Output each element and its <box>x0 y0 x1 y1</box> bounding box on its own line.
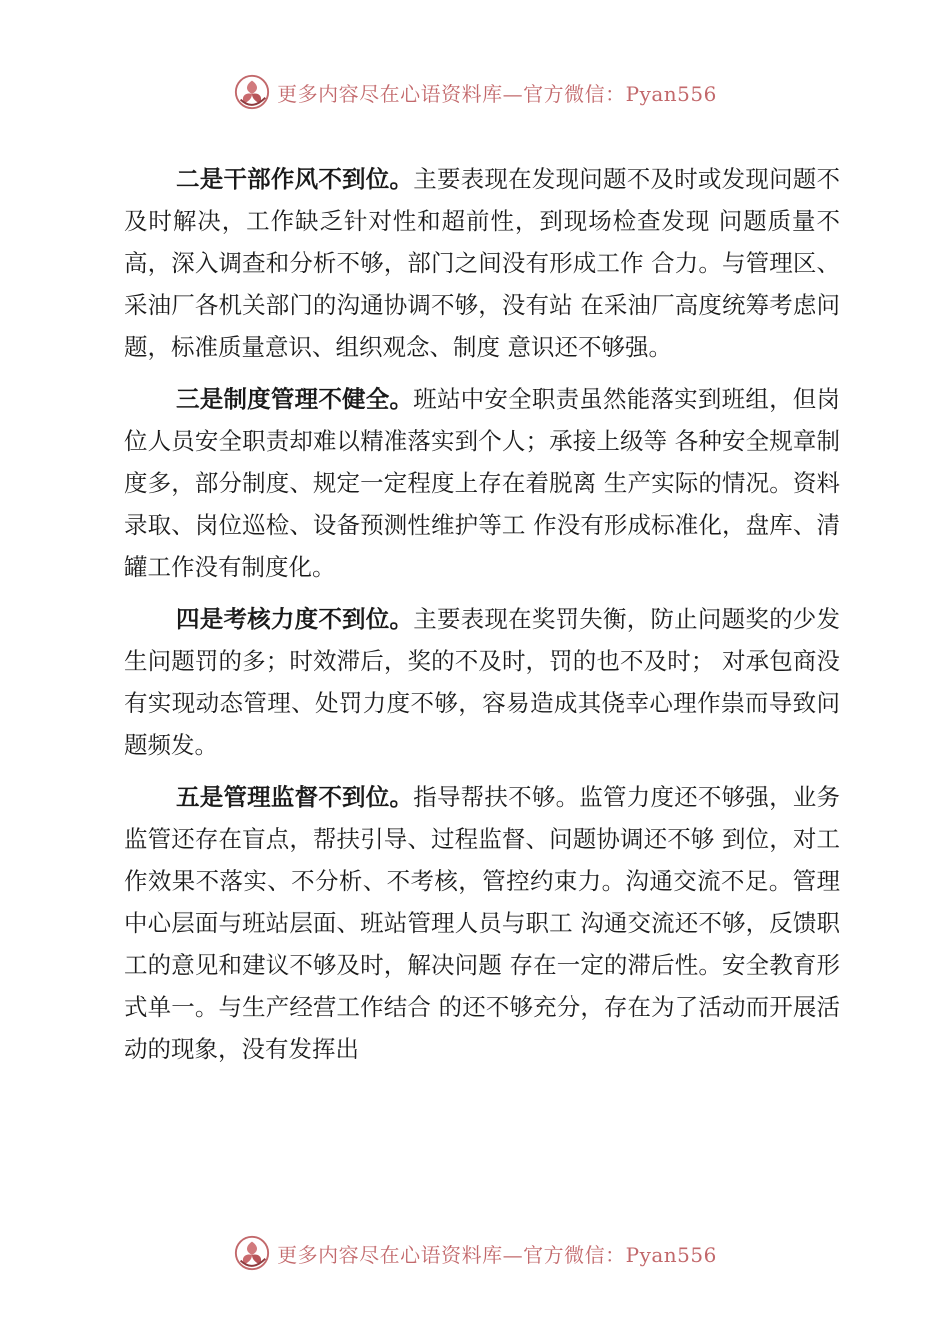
paragraph-text: 指导帮扶不够。监管力度还不够强，业务监管还存在盲点，帮扶引导、过程监督、问题协调还不够 到位，对工作效果不落实、不分析、不考核，管控约束力。沟通交流不足。管理中心层面与班站层面、班站管理人员与职工 沟通交流还不够，反馈职工的意见和建议不够及时，解决问题 存在一定的滞后性。安全教育形式单一。与生产经营工作结合 的还不够充分，存在为了活动而开展活动的现象，没有发挥出 <box>124 783 841 1063</box>
header-watermark <box>0 72 950 112</box>
flower-logo-icon <box>233 73 271 111</box>
paragraph-text: 主要表现在发现问题不及时或发现问题不及时解决，工作缺乏针对性和超前性，到现场检查发现 问题质量不高，深入调查和分析不够，部门之间没有形成工作 合力。与管理区、采油厂各机关部门的沟通协调不够，没有站 在采油厂高度统筹考虑问题，标准质量意识、组织观念、制度 意识还不够强。 <box>124 165 841 361</box>
paragraph-heading: 五是管理监督不到位。 <box>176 783 414 811</box>
paragraph-heading: 四是考核力度不到位。 <box>176 605 414 633</box>
flower-logo-icon <box>233 1234 271 1272</box>
paragraph-heading: 三是制度管理不健全。 <box>176 385 414 413</box>
paragraph <box>124 776 840 1070</box>
footer-watermark <box>0 1233 950 1273</box>
paragraph-heading: 二是干部作风不到位。 <box>176 165 414 193</box>
paragraph <box>124 158 840 368</box>
paragraph-text: 主要表现在奖罚失衡，防止问题奖的少发生问题罚的多；时效滞后，奖的不及时，罚的也不及时； 对承包商没有实现动态管理、处罚力度不够，容易造成其侥幸心理作祟而导致问题频发。 <box>124 605 841 759</box>
watermark-text: 更多内容尽在心语资料库—官方微信：Pyan556 <box>277 81 717 106</box>
watermark-text: 更多内容尽在心语资料库—官方微信：Pyan556 <box>277 1242 717 1267</box>
paragraph <box>124 598 840 766</box>
paragraph <box>124 378 840 588</box>
paragraph-text: 班站中安全职责虽然能落实到班组，但岗位人员安全职责却难以精准落实到个人；承接上级等 各种安全规章制度多，部分制度、规定一定程度上存在着脱离 生产实际的情况。资料录取、岗位巡检、设备预测性维护等工 作没有形成标准化，盘库、清罐工作没有制度化。 <box>124 385 841 581</box>
document-body <box>124 158 840 1080</box>
